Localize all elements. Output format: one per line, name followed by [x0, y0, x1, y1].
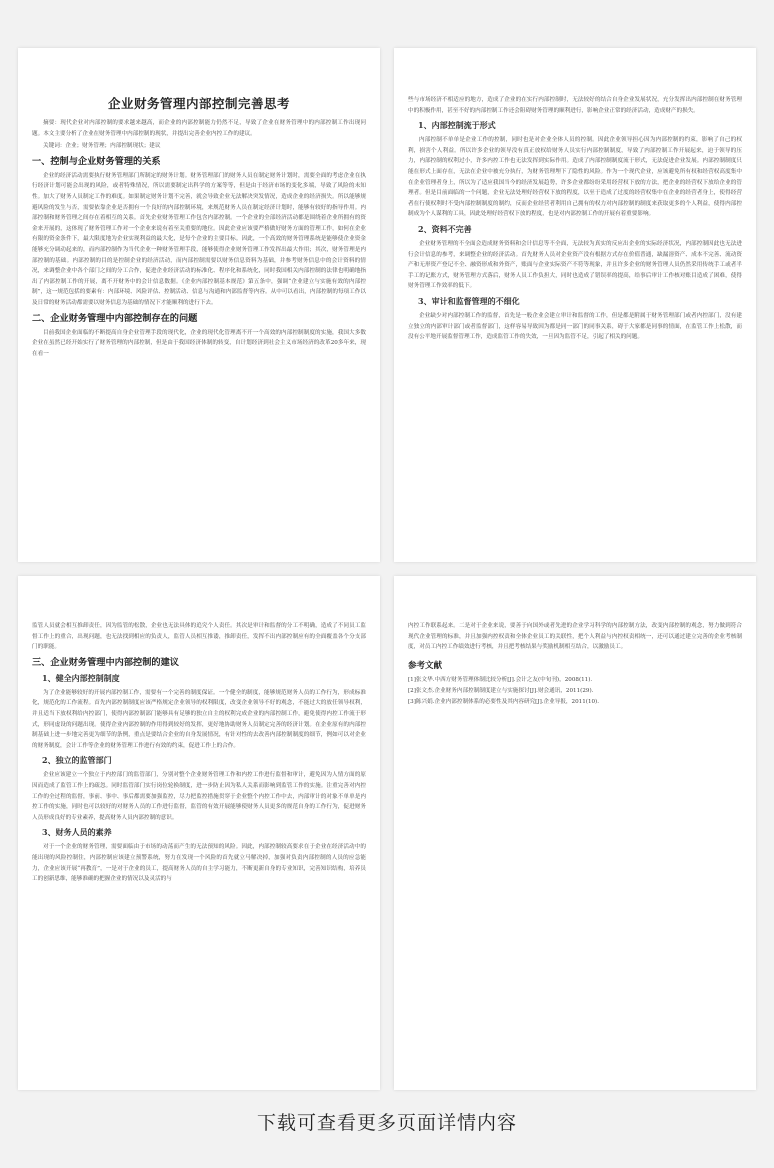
reference-item: [2]张文杰.企业财务内部控制制度建立与实施探讨[J].财会通讯，2011(29).: [408, 687, 594, 694]
document-page-4: [394, 576, 756, 1090]
subsection-heading-1: 1、内部控制流于形式: [418, 120, 496, 131]
section-heading-1: 一、控制与企业财务管理的关系: [32, 155, 161, 167]
section-heading-3: 三、企业财务管理中内部控制的建议: [32, 656, 179, 668]
references-heading: 参考文献: [408, 660, 443, 671]
paragraph: 企业的经济活动需要执行财务管理部门所制定的财务计划。财务管理部门的财务人员在制定财务计划时，需要全面的考虑企业在执行经济计划可能会出现的风险，或者特殊情况，所以需要制定出科学的方案等等，但是由于经济市场的变化多端，导致了风险的未知性。加大了财务人员制定工作的难度。如果制定财务计划不完善，就会导致企业无法解决突发情况，造成企业的经济损失。所以能够规避风险的发生与否，需要依靠企业是否拥有一个良好的内部控制环境，来规范财务人员在制定经济计划时，能够有较好的指导作用。内部控制和财务管理之间存在着相互的关系。首先企业财务管理工作包含内部控制。一个企业的全部经济活动都是围绕着企业所拥有的资金来开展的，这体现了财务管理工作对一个企业来说有着至关重要的地位。因此企业应该要严格做好财务方面的管理工作，如何在企业有限的资金条件下，最大限度地为企业实现利益的最大化，是每个企业的主要目标。因此，一个高效的财务管理系统是能够使企业资金能够充分调动起来的，而内部控制作为当代企业一种财务管理手段，能够使得企业财务管理工作发挥出最大作用；其次，财务管理是内部控制的基础。内部控制的目的是控制企业的经济活动，而内部控制需要以财务信息资料为基础，并参考财务信息中的会计资料的情况，来调整企业中各个部门之间的分工合作，促进企业经济活动的标准化、程序化和系统化，同时我国相关内部控制的法律也明确地指出了内部控制工作的开展，离不开财务中的会计信息数据。《企业内部控制基本规范》第五条中，强调“企业建立与实施有效的内部控制”，这一规范包括的要素有：内部环境、风险评估、控制活动、信息与沟通和内部监督等内容。从中可以看出，内部控制的每项工作以及日常的财务活动都需要以财务信息为基础的情况下才能顺利的进行下去。: [32, 172, 366, 306]
reference-item: [3]陈兴娟.企业内部控制体系的必要性及其内容研究[J].企业导报，2011(10).: [408, 698, 600, 705]
document-title: 企业财务管理内部控制完善思考: [107, 96, 290, 111]
document-page-1: [18, 48, 380, 562]
section-heading-2: 二、企业财务管理中内部控制存在的问题: [32, 312, 198, 324]
paragraph: 企业应该建立一个独立于内控部门的监管部门，分别对整个企业财务管理工作和内控工作进行监督和审计，避免因为人情方面的原因而造成了监管工作上的疏忽。同时监管部门实行岗位轮换制度，进一步防止因为私人关系而影响到监管工作的实施。注重完善对内控工作的全过程的监督，事前、事中、事后都需要加强监控，尽力把监控措施贯穿于企业整个内控工作中去，内部审计的对象不单单是内控工作的实施，同时也可以较好的对财务人员的工作进行监督，监管的有效开展能够使财务人员更多的规范自身的工作行为，促进财务人员形成良好的专业素养，提高财务人员内部控制的意识。: [32, 772, 366, 821]
subsection-heading-2: 2、资料不完善: [418, 223, 472, 234]
paragraph: 监管人员就会相互推卸责任，因为监管的松散，企业也无法具体的追究个人责任。其次是审计和监督的分工不明确，造成了不同员工监督工作上的重合，出现问题，也无法找到相应的负责人，监管人员相互推诿，推卸责任，发挥不出内部控制应有的全面覆盖各个分支部门的职能。: [32, 623, 366, 651]
paragraph: 为了企业能够较好的开展内部控制工作，需要有一个完善的制度保证。一个健全的制度，能够规范财务人员的工作行为，形成标准化，规范化的工作流程。首先内部控制制度应该严格规定企业领导的权利限度，改变企业领导不好的观念，不能过大的放任领导权利，并且适当下放权利给内控部门，使得内部控制部门能够具有足够的独立自主的权利完成企业的内部控制工作，避免使得内控工作流于形式，形同虚设的问题出现。使得企业内部控制的作用得到较好的发挥，更好地协助财务人员制定完善的经济计划。在企业原有的内部控制基础上进一步地完善更为细节的条例，重点是要结合企业的自身发展情况，有针对性的去改善内部控制制度的细节，例如可以对企业的财务制度，会计工作等企业的财务管理工作进行有效的约束，促进工作上的合作。: [32, 689, 366, 749]
paragraph: 企业缺少对内部控制工作的监督，首先是一般企业会建立审计和监督的工作，但是都是附属于财务管理部门或者内控部门，没有建立独立的内部审计部门或者监督部门，这样容易导致因为都是同一部门的同事关系，碍于大家都是同事的情面，在监管工作上松散，而没有公平地开展监督管理工作，造成监管工作的失效，一旦因为监管不足，引起了相关的问题。: [408, 312, 742, 341]
reference-item: [1]张文华.中西方财务管理体制比较分析[J].会计之友(中旬刊)，2008(11).: [408, 676, 593, 683]
paragraph: 内控工作联系起来。二是对于企业来说，要善于向国外或者先进的企业学习科学的内部控制方法，改变内部控制的观念，努力做到符合现代企业管理的标准，并且加强内控权责和全体企业员工的关联性，把个人利益与内控权责相统一，还可以通过建立完善的企业考核制度，对员工内控工作绩效进行考核，并且把考核结果与奖励机制相互结合，以激励员工。: [408, 623, 742, 651]
document-page-3: [18, 576, 380, 1090]
paragraph: 内部控制不单单是企业工作的控制，同时也是对企业全体人员的控制。因此企业领导担心因为内部控制的约束，影响了自己的权利，损害个人利益。所以许多企业的领导没有真正放权给财务人员实行内部控制制度，导致了内部控制工作开展起来，迫于领导的压力，内部控制的权利过小，许多内控工作也无法发挥到实际作用。造成了内部控制制度流于形式，无法促进企业发展。内部控制制度只能在形式上面存在，无法在企业中被充分执行，为财务管理埋下了隐性的风险。作为一个现代企业，应该避免所有权和经营权高度集中在企业管理者身上，所以为了适应我国当今的经济发展趋势，许多企业都纷纷采用经营权下放的方法，把企业的经营权下放给企业的管理者。但是目前面临的一个问题，企业无法处理好经营权下放的程度，以至于造成了过度的经营权集中在企业的经营者身上，使得经营者在行使权利时不受内部控制制度的制约，反而企业经营者利用自己拥有的权力对内部控制的制度来获取更多的个人利益，使得内部控制成为个人谋利的工具，因此处理好经营权下放的程度，也是对内部控制工作的开展有着重要影响。: [408, 137, 742, 218]
abstract: 摘要：现代企业对内部控制的要求越来越高，而企业的内部控制能力仍然不足，导致了企业在财务管理中的内部控制工作出现问题。本文主要分析了企业在财务管理中内部控制的现状，并提出完善企业内控工作的建议。: [32, 120, 366, 137]
subsection-heading-1: 1、健全内部控制制度: [42, 672, 120, 683]
subsection-heading-3: 3、审计和监督管理的不细化: [418, 295, 520, 306]
paragraph: 目前我国企业面临的不断提高自身企业管理手段的现代化，企业的现代化管理离不开一个高效的内部控制制度的实施，我国大多数企业在虽然已经开始实行了财务管理的内部控制，但是由于我国经济体制的转变，自计划经济到社会主义市场经济的改革20多年来，现在看一: [32, 329, 366, 357]
download-more-link[interactable]: 下载可查看更多页面详情内容: [256, 1112, 517, 1134]
subsection-heading-3: 3、财务人员的素养: [42, 827, 112, 838]
subsection-heading-2: 2、独立的监管部门: [42, 755, 112, 766]
document-page-2: [394, 48, 756, 562]
paragraph: 对于一个企业的财务管理，需要面临由于市场的动荡而产生的无法预知的风险。因此，内部控制较高要求在于企业在经济活动中的能出现的风险控制住，内部控制应该建立预警系统，努力在发现一个风险的首先就立马解决掉，加强对负责内部控制的人员的应急能力，企业应该开展“再教育”，一是对于企业的员工，提高财务人员的自主学习能力，不断更新自身的专业知识，完善知识结构，培养员工的创新思维，能够准确的把握企业的情况以及灵活的与: [32, 844, 366, 883]
paragraph: 些与市场经济不相适应的地方，造成了企业的在实行内部控制时，无法较好的结合自身企业发展状况，充分发挥出内部控制在财务管理中的积极作用，甚至不好的内部控制工作还会阻碍财务管理的顺利进行，影响企业正常的经济活动，造成财产的损失。: [408, 97, 742, 114]
paragraph: 企业财务管理的不全面会造成财务资料和会计信息等不全面，无法较为真实的反应出企业的实际经济状况，内部控制因此也无法进行会计信息的参考，来调整企业的经济活动。首先财务人员对企业资产没有根据方式存在价值普通，缺漏溶资产、成本不完善、流动资产和无形资产登记不全、融资形成和外资产，账面与企业实际资产不符等现象，并且许多企业的财务管理人员仍然采用传统手工或者半手工的记账方式，财务管理方式落后，财务人员工作负担大，同时也造成了错误率的提高，给事后审计工作核对账目造成了困难，使得财务管理工作效率的低下。: [408, 240, 742, 290]
keywords: 关键词：企业；财务管理；内部控制现状；建议: [43, 143, 161, 150]
